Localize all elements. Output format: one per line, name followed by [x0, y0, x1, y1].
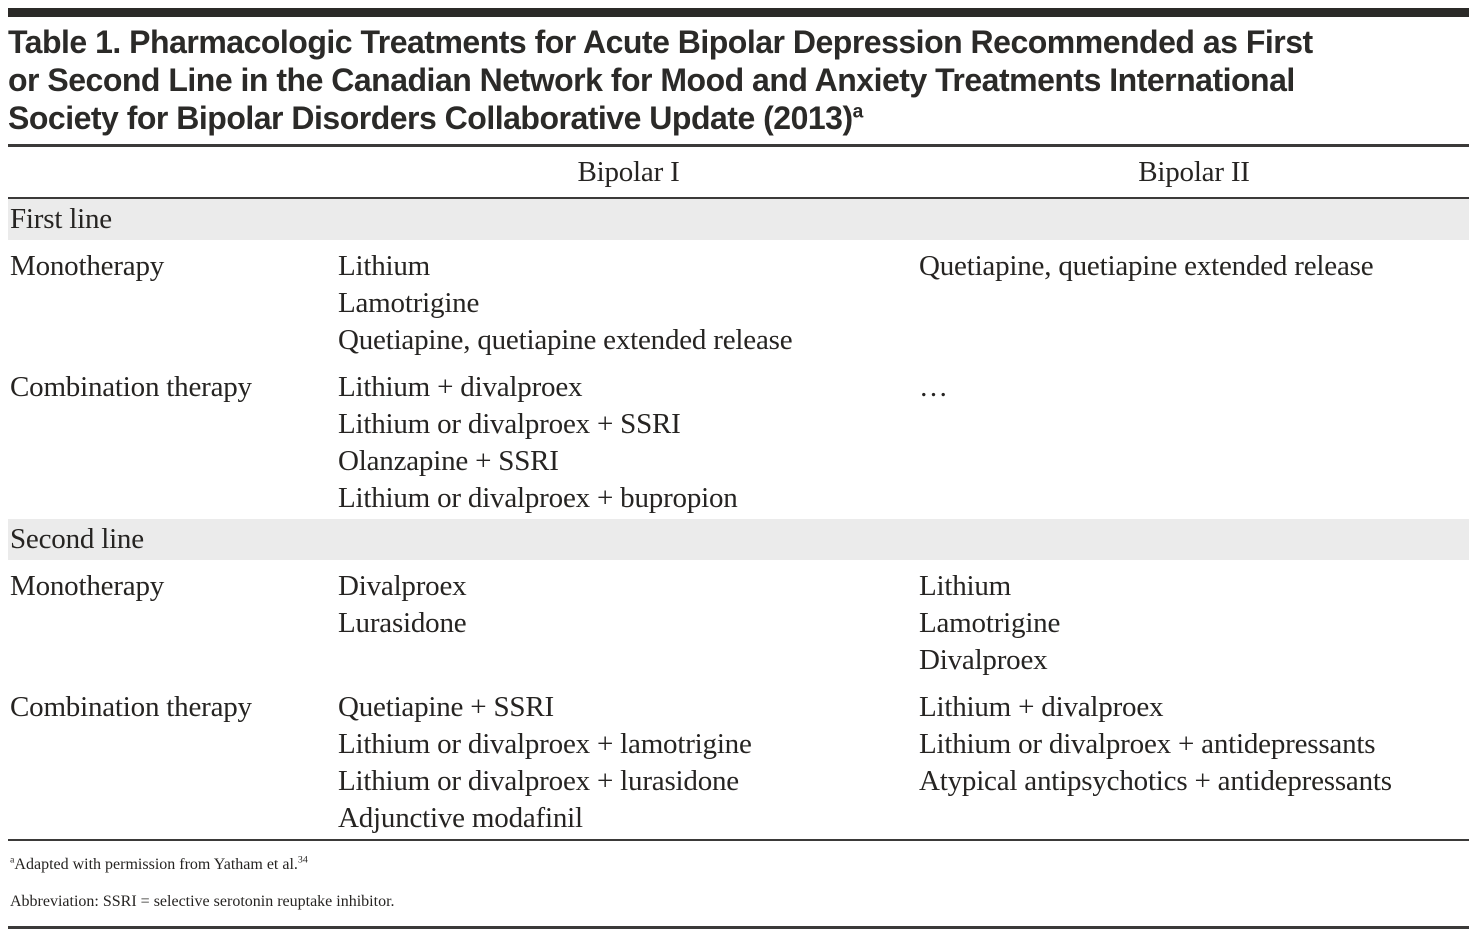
drug-item: Divalproex: [919, 644, 1048, 676]
top-bar: [8, 8, 1469, 17]
drug-item: Lithium or divalproex + SSRI: [338, 408, 681, 440]
footnote-abbreviation: Abbreviation: SSRI = selective serotonin reuptake inhibitor.: [10, 893, 395, 910]
drug-item: Adjunctive modafinil: [338, 802, 583, 834]
table-title-line-3-text: Society for Bipolar Disorders Collaborative Update (2013): [8, 100, 853, 136]
drug-item: Lithium + divalproex: [338, 371, 583, 403]
row-label-text: Combination therapy: [10, 371, 252, 403]
table-header: [8, 147, 1469, 198]
cell-bipolar-ii: [919, 681, 1469, 839]
drug-item: Quetiapine, quetiapine extended release: [919, 250, 1374, 282]
footnotes: [8, 841, 1469, 926]
cell-bipolar-i: [338, 240, 919, 361]
row-label-combination-therapy: [8, 681, 338, 839]
drug-item: Lithium + divalproex: [919, 691, 1164, 723]
row-label-combination-therapy: [8, 361, 338, 519]
drug-item: Lithium or divalproex + lamotrigine: [338, 728, 752, 760]
header-row: [8, 147, 1469, 198]
table-title: [8, 23, 1469, 137]
column-header-bipolar-ii: Bipolar II: [919, 147, 1469, 198]
row-label-text: Combination therapy: [10, 691, 252, 723]
drug-item: Lamotrigine: [919, 607, 1061, 639]
drug-item: Quetiapine, quetiapine extended release: [338, 324, 793, 356]
drug-item: Lurasidone: [338, 607, 467, 639]
cell-bipolar-ii: [919, 361, 1469, 519]
table-row: [8, 560, 1469, 681]
cell-bipolar-i: [338, 681, 919, 839]
column-header-bipolar-i: Bipolar I: [338, 147, 919, 198]
row-label-text: Monotherapy: [10, 570, 165, 602]
table-row: [8, 361, 1469, 519]
treatments-table: [8, 147, 1469, 839]
table-title-line-1: Table 1. Pharmacologic Treatments for Acute Bipolar Depression Recommended as First: [8, 24, 1313, 60]
table-row: [8, 681, 1469, 839]
cell-bipolar-ii: [919, 560, 1469, 681]
title-footnote-marker: a: [852, 101, 863, 123]
header-empty-cell: [8, 147, 338, 198]
row-label-monotherapy: [8, 560, 338, 681]
row-label-monotherapy: [8, 240, 338, 361]
footnote-source-text: Adapted with permission from Yatham et al.: [14, 856, 298, 873]
drug-item: Lamotrigine: [338, 287, 480, 319]
footnote-source: [10, 846, 1469, 883]
table-row: [8, 240, 1469, 361]
section-label-second-line: Second line: [8, 519, 1469, 560]
footnote-reference-number: 34: [297, 854, 308, 866]
cell-bipolar-ii: [919, 240, 1469, 361]
drug-item: Quetiapine + SSRI: [338, 691, 554, 723]
drug-item: Divalproex: [338, 570, 467, 602]
cell-bipolar-i: [338, 361, 919, 519]
table-title-line-3: [8, 99, 1469, 137]
table-body: [8, 198, 1469, 839]
ellipsis-placeholder: …: [919, 371, 952, 403]
cell-bipolar-i: [338, 560, 919, 681]
footnote-marker: a: [10, 854, 15, 866]
table-title-line-2: or Second Line in the Canadian Network for Mood and Anxiety Treatments International: [8, 62, 1295, 98]
row-label-text: Monotherapy: [10, 250, 165, 282]
drug-item: Lithium or divalproex + bupropion: [338, 482, 738, 514]
drug-item: Lithium or divalproex + lurasidone: [338, 765, 739, 797]
section-label-first-line: First line: [8, 198, 1469, 240]
drug-item: Olanzapine + SSRI: [338, 445, 559, 477]
section-band-first-line: [8, 198, 1469, 240]
section-band-second-line: [8, 519, 1469, 560]
drug-item: Lithium or divalproex + antidepressants: [919, 728, 1376, 760]
drug-item: Lithium: [919, 570, 1012, 602]
bottom-rule: [8, 926, 1469, 929]
drug-item: Atypical antipsychotics + antidepressants: [919, 765, 1392, 797]
drug-item: Lithium: [338, 250, 431, 282]
